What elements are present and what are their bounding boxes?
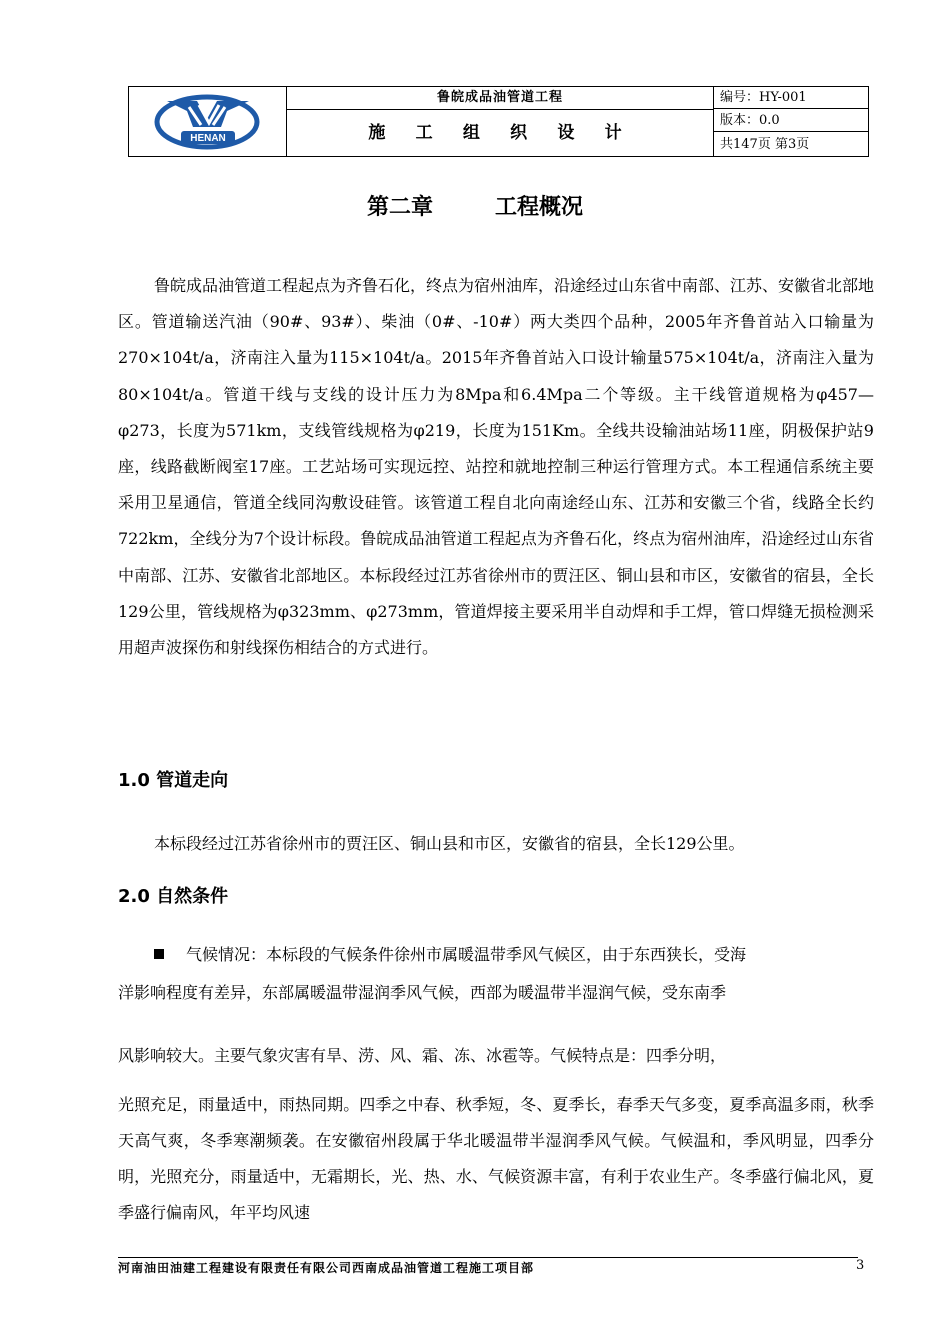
climate-line-1 — [118, 942, 874, 965]
chapter-number: 第二章 — [366, 195, 433, 220]
document-header — [128, 86, 869, 157]
section-1-text-block — [118, 826, 874, 862]
climate-line-2: 洋影响程度有差异，东部属暖温带湿润季风气候，西部为暖温带半湿润气候，受东南季 — [118, 983, 727, 1002]
chapter-heading — [0, 190, 950, 221]
section-heading-1: 1.0 管道走向 — [118, 770, 229, 791]
intro-paragraph-block — [118, 268, 874, 666]
logo-icon — [129, 87, 286, 156]
intro-paragraph: 鲁皖成品油管道工程起点为齐鲁石化，终点为宿州油库，沿途经过山东省中南部、江苏、安徽省北部地区。管道输送汽油（90#、93#）、柴油（0#、-10#）两大类四个品种，2005年齐鲁首站入口输量为270×104t/a，济南注入量为115×104t/a。2015年齐鲁首站入口设计输量575×104t/a，济南注入量为80×104t/a。管道干线与支线的设计压力为8Mpa和6.4Mpa二个等级。主干线管道规格为φ457—φ273，长度为571km，支线管线规格为φ219，长度为151Km。全线共设输油站场11座，阴极保护站9座，线路截断阀室17座。工艺站场可实现远控、站控和就地控制三种运行管理方式。本工程通信系统主要采用卫星通信，管道全线同沟敷设硅管。该管道工程自北向南途经山东、江苏和安徽三个省，线路全长约722km，全线分为7个设计标段。鲁皖成品油管道工程起点为齐鲁石化，终点为宿州油库，沿途经过山东省中南部、江苏、安徽省北部地区。本标段经过江苏省徐州市的贾汪区、铜山县和市区，安徽省的宿县，全长129公里，管线规格为φ323mm、φ273mm，管道焊接主要采用半自动焊和手工焊，管口焊缝无损检测采用超声波探伤和射线探伤相结合的方式进行。 — [118, 276, 875, 658]
chapter-title: 工程概况 — [495, 195, 584, 220]
doc-number: 编号：HY-001 — [714, 87, 868, 109]
page-number: 3 — [856, 1258, 865, 1273]
footer-company: 河南油田油建工程建设有限责任有限公司西南成品油管道工程施工项目部 — [118, 1261, 535, 1275]
svg-text:HENAN: HENAN — [190, 133, 226, 144]
climate-rest: 光照充足，雨量适中，雨热同期。四季之中春、秋季短，冬、夏季长，春季天气多变，夏季高温多雨，秋季天高气爽，冬季寒潮频袭。在安徽宿州段属于华北暖温带半湿润季风气候。气候温和，季风明显，四季分明，光照充分，雨量适中，无霜期长，光、热、水、气候资源丰富，有利于农业生产。冬季盛行偏北风，夏季盛行偏南风，年平均风速 — [118, 1095, 874, 1222]
project-name: 鲁皖成品油管道工程 — [287, 87, 714, 110]
document-title: 施 工 组 织 设 计 — [287, 110, 714, 156]
section-1-text: 本标段经过江苏省徐州市的贾汪区、铜山县和市区，安徽省的宿县，全长129公里。 — [154, 834, 745, 853]
page-count: 共147页 第3页 — [720, 137, 810, 152]
climate-rest-block — [118, 1087, 874, 1231]
footer-rule — [118, 1257, 858, 1258]
company-logo — [129, 87, 287, 156]
section-heading-2: 2.0 自然条件 — [118, 886, 229, 907]
bullet-square-icon — [154, 949, 164, 959]
climate-text-1: 气候情况：本标段的气候条件徐州市属暖温带季风气候区，由于东西狭长，受海 — [186, 945, 747, 964]
doc-version: 版本：0.0 — [714, 110, 868, 132]
climate-line-3: 风影响较大。主要气象灾害有旱、涝、风、霜、冻、冰雹等。气候特点是：四季分明， — [118, 1046, 727, 1065]
